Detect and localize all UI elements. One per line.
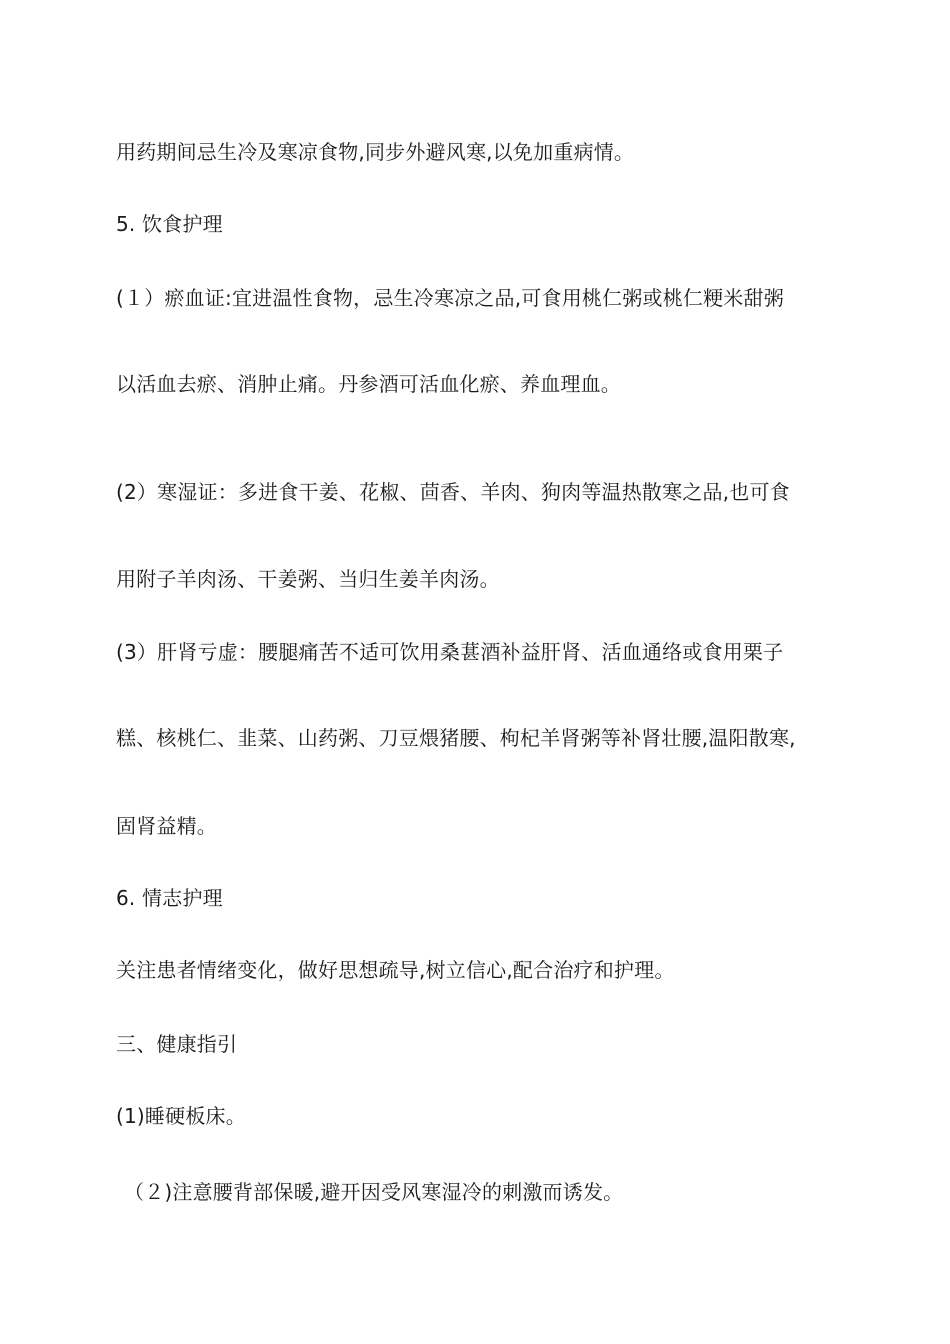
paragraph-emotional-care: 关注患者情绪变化，做好思想疏导,树立信心,配合治疗和护理。 <box>116 958 675 982</box>
diet-item-1-line-1: (１）瘀血证:宜进温性食物，忌生冷寒凉之品,可食用桃仁粥或桃仁粳米甜粥 <box>116 286 784 310</box>
diet-item-2-line-1: (2）寒湿证：多进食干姜、花椒、茴香、羊肉、狗肉等温热散寒之品,也可食 <box>116 480 790 504</box>
diet-item-3-line-3: 固肾益精。 <box>116 814 217 838</box>
diet-item-2-line-2: 用附子羊肉汤、干姜粥、当归生姜羊肉汤。 <box>116 567 500 591</box>
guidance-item-1: (1)睡硬板床。 <box>116 1104 246 1128</box>
guidance-item-2: （２)注意腰背部保暖,避开因受风寒湿冷的刺激而诱发。 <box>124 1180 624 1204</box>
diet-item-1-line-2: 以活血去瘀、消肿止痛。丹参酒可活血化瘀、养血理血。 <box>116 372 621 396</box>
diet-item-3-line-1: (3）肝肾亏虚：腰腿痛苦不适可饮用桑葚酒补益肝肾、活血通络或食用栗子 <box>116 640 784 664</box>
section-heading-emotional-care: 6. 情志护理 <box>116 886 223 910</box>
section-heading-diet-care: 5. 饮食护理 <box>116 212 223 236</box>
diet-item-3-line-2: 糕、核桃仁、韭菜、山药粥、刀豆煨猪腰、枸杞羊肾粥等补肾壮腰,温阳散寒, <box>116 726 796 750</box>
section-heading-health-guidance: 三、健康指引 <box>116 1032 238 1056</box>
paragraph-medication-note: 用药期间忌生冷及寒凉食物,同步外避风寒,以免加重病情。 <box>116 140 635 164</box>
